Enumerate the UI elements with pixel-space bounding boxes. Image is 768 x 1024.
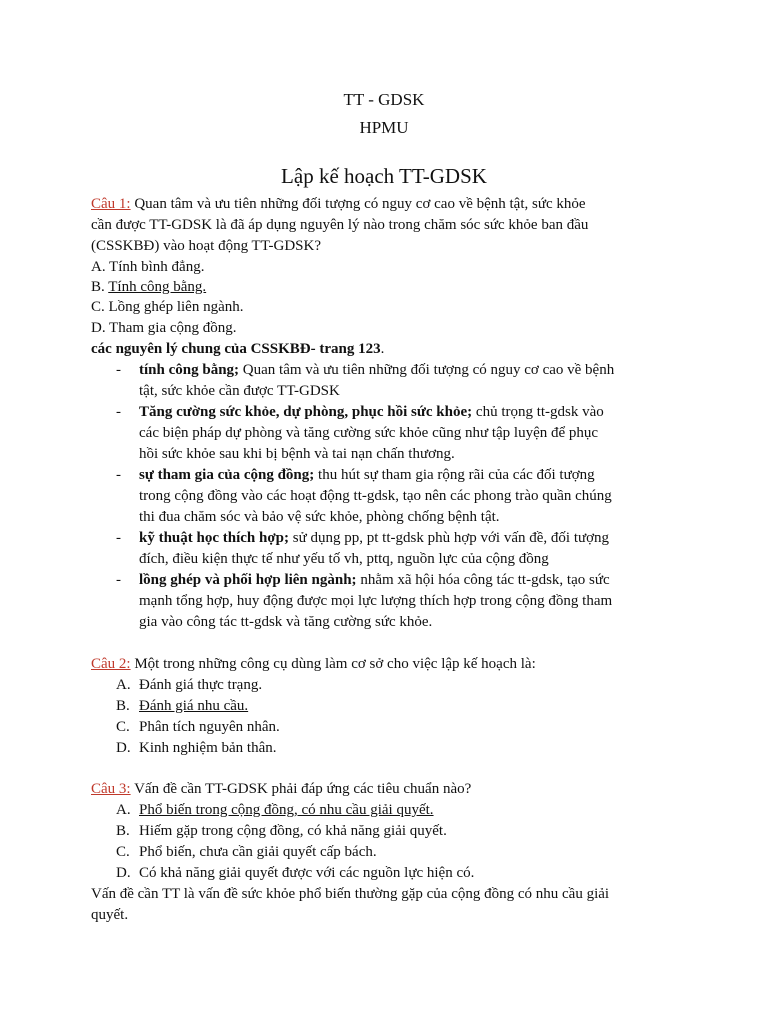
principle-term: Tăng cường sức khỏe, dự phòng, phục hồi sức khỏe; (139, 404, 473, 420)
q1-text-1: Quan tâm và ưu tiên những đối tượng có nguy cơ cao về bệnh tật, sức khỏe (130, 196, 586, 212)
principle-term: kỹ thuật học thích hợp; (139, 530, 290, 546)
principle-text: sử dụng pp, pt tt-gdsk phù hợp với vấn đề, đối tượng (289, 530, 610, 546)
principle-line: các biện pháp dự phòng và tăng cường sức khỏe cũng như tập luyện để phục (139, 425, 599, 441)
option-text: Hiếm gặp trong cộng đồng, có khả năng giải quyết. (139, 823, 447, 839)
option-text: Phổ biến, chưa cần giải quyết cấp bách. (139, 844, 377, 860)
q1-option-b-prefix: B. (91, 279, 109, 295)
option-text-correct: Phổ biến trong cộng đồng, có nhu cầu giải quyết. (139, 802, 434, 818)
bullet-dash: - (116, 572, 121, 588)
option-text: Đánh giá thực trạng. (139, 677, 263, 693)
q1-question-line-1 (91, 194, 586, 215)
principle-text: chủ trọng tt-gdsk vào (472, 404, 604, 420)
bullet-dash: - (116, 530, 121, 546)
q1-question-line-2: cần được TT-GDSK là đã áp dụng nguyên lý nào trong chăm sóc sức khỏe ban đầu (91, 217, 589, 233)
q1-question-line-3: (CSSKBĐ) vào hoạt động TT-GDSK? (91, 238, 322, 254)
principle-line (139, 528, 609, 549)
principles-heading (91, 339, 384, 360)
q3-note-line-2: quyết. (91, 907, 129, 923)
principle-line: tật, sức khỏe cần được TT-GDSK (139, 383, 340, 399)
principle-line (139, 465, 595, 486)
option-letter: D. (116, 740, 131, 756)
principle-term: sự tham gia của cộng đồng; (139, 467, 315, 483)
q2-question (91, 654, 536, 675)
principle-line: hồi sức khỏe sau khi bị bệnh và tai nạn chấn thương. (139, 446, 455, 462)
header-line-1: TT - GDSK (343, 90, 425, 109)
bullet-dash: - (116, 467, 121, 483)
option-letter: C. (116, 844, 130, 860)
option-letter: B. (116, 823, 130, 839)
principle-text: thu hút sự tham gia rộng rãi của các đối tượng (314, 467, 595, 483)
option-text: Phân tích nguyên nhân. (139, 719, 280, 735)
principle-line: gia vào công tác tt-gdsk và tăng cường sức khỏe. (139, 614, 433, 630)
bullet-dash: - (116, 404, 121, 420)
principle-line (139, 402, 604, 423)
q3-text: Vấn đề cần TT-GDSK phải đáp ứng các tiêu chuẩn nào? (130, 781, 472, 797)
option-text: Kinh nghiệm bản thân. (139, 740, 277, 756)
page-title: Lập kế hoạch TT-GDSK (281, 164, 487, 188)
option-letter: A. (116, 802, 131, 818)
option-letter: D. (116, 865, 131, 881)
q1-option-c: C. Lồng ghép liên ngành. (91, 299, 244, 315)
q3-label: Câu 3: (91, 781, 131, 797)
q2-label: Câu 2: (91, 656, 131, 672)
q1-option-a: A. Tính bình đẳng. (91, 259, 205, 275)
q3-note-line-1: Vấn đề cần TT là vấn đề sức khỏe phổ biến thường gặp của cộng đồng có nhu cầu giải (91, 886, 610, 902)
principles-heading-period: . (380, 341, 385, 357)
q1-option-b-text: Tính công bằng. (108, 279, 207, 295)
principle-text: nhằm xã hội hóa công tác tt-gdsk, tạo sức (356, 572, 610, 588)
option-text-correct: Đánh giá nhu cầu. (139, 698, 249, 714)
q2-text: Một trong những công cụ dùng làm cơ sở cho việc lập kế hoạch là: (130, 656, 536, 672)
header-line-2: HPMU (359, 118, 409, 137)
q1-option-d: D. Tham gia cộng đồng. (91, 320, 237, 336)
option-letter: C. (116, 719, 130, 735)
principle-line: mạnh tổng hợp, huy động được mọi lực lượng thích hợp trong cộng đồng tham (139, 593, 613, 609)
principle-line: trong cộng đồng vào các hoạt động tt-gdsk, tạo nên các phong trào quần chúng (139, 488, 612, 504)
principle-line (139, 570, 610, 591)
principle-term: lồng ghép và phối hợp liên ngành; (139, 572, 357, 588)
option-letter: B. (116, 698, 130, 714)
principle-line (139, 360, 614, 381)
bullet-dash: - (116, 362, 121, 378)
principles-heading-text: các nguyên lý chung của CSSKBĐ- trang 123 (91, 341, 381, 357)
q1-label: Câu 1: (91, 196, 131, 212)
principle-text: Quan tâm và ưu tiên những đối tượng có nguy cơ cao về bệnh (239, 362, 615, 378)
option-letter: A. (116, 677, 131, 693)
option-text: Có khả năng giải quyết được với các nguồn lực hiện có. (139, 865, 475, 881)
principle-line: thi đua chăm sóc và bảo vệ sức khỏe, phòng chống bệnh tật. (139, 509, 500, 525)
principle-line: đích, điều kiện thực tế như yếu tố vh, pttq, nguồn lực của cộng đồng (139, 551, 549, 567)
q1-option-b (91, 277, 206, 298)
principle-term: tính công bằng; (139, 362, 240, 378)
q3-question (91, 779, 471, 800)
